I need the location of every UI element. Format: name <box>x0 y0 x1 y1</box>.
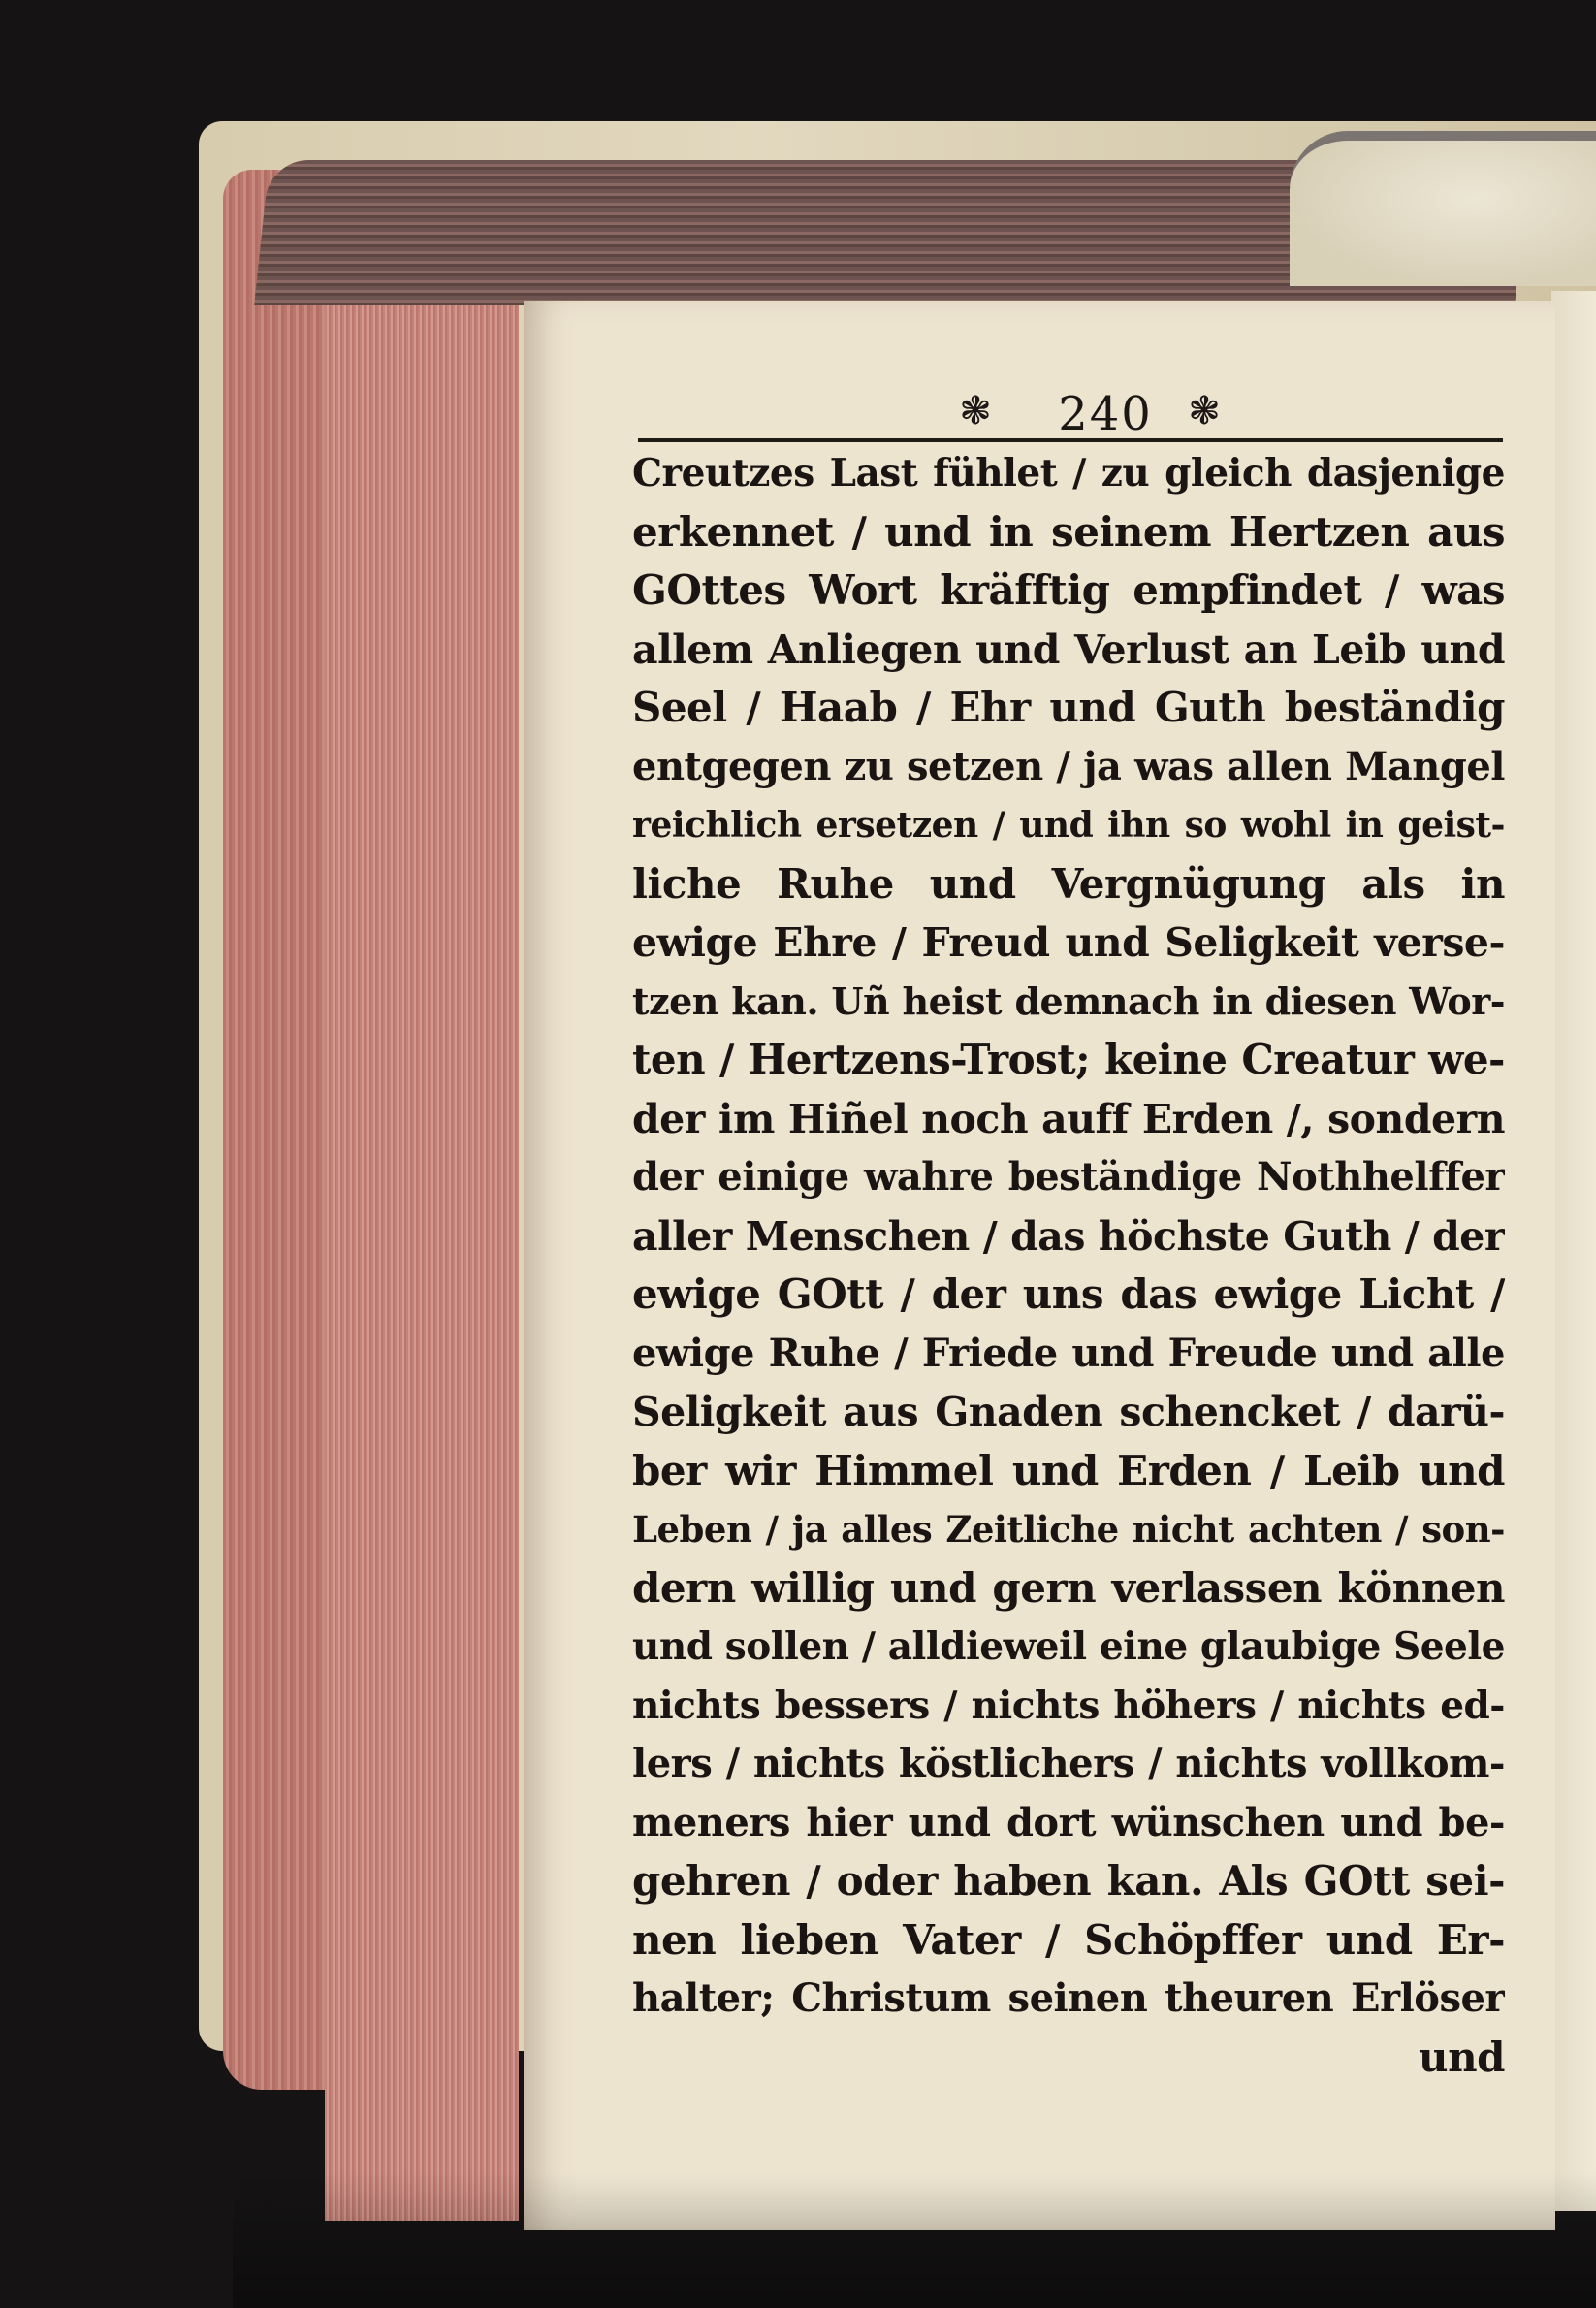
text-line: erkennet / und in seinem Hertzen aus <box>632 507 1505 556</box>
text-line: dern willig und gern verlassen können <box>632 1563 1505 1612</box>
text-line: Seligkeit aus Gnaden schencket / darü- <box>632 1389 1505 1435</box>
red-fore-edge <box>223 170 339 2090</box>
flower-ornament-icon: ❃ <box>1188 389 1221 433</box>
text-line: ewige Ehre / Freud und Seligkeit verse- <box>632 919 1505 966</box>
text-line: ewige Ruhe / Friede und Freude und alle <box>632 1330 1505 1376</box>
text-line: Leben / ja alles Zeitliche nicht achten / son- <box>632 1508 1505 1551</box>
text-line: entgegen zu setzen / ja was allen Mangel <box>632 743 1505 789</box>
page-stack-edge <box>325 223 519 2221</box>
text-line: aller Menschen / das höchste Guth / der <box>632 1212 1505 1260</box>
text-line: der einige wahre beständige Nothhelffer <box>632 1154 1505 1200</box>
text-line: ten / Hertzens-Trost; keine Creatur we- <box>632 1036 1505 1083</box>
catchword: und <box>1419 2033 1505 2081</box>
text-line: Creutzes Last fühlet / zu gleich dasjenige <box>632 451 1505 496</box>
text-line: Seel / Haab / Ehr und Guth beständig <box>632 684 1505 731</box>
bottom-shadow <box>233 2172 1596 2308</box>
text-line: nichts bessers / nichts höhers / nichts ed- <box>632 1683 1505 1728</box>
text-line: gehren / oder haben kan. Als GOtt sei- <box>632 1857 1505 1905</box>
page-number: 240 <box>1058 387 1153 441</box>
text-line: der im Hiñel noch auff Erden /, sondern <box>632 1095 1505 1142</box>
text-line: meners hier und dort wünschen und be- <box>632 1799 1505 1845</box>
text-line: reichlich ersetzen / und ihn so wohl in geist- <box>632 805 1505 846</box>
text-line: GOttes Wort kräfftig empfindet / was <box>632 566 1505 614</box>
text-line: und sollen / alldieweil eine glaubige Seele <box>632 1624 1505 1669</box>
flower-ornament-icon: ❃ <box>959 389 992 433</box>
text-line: tzen kan. Uñ heist demnach in diesen Wor- <box>632 978 1505 1023</box>
body-text <box>632 444 1505 2081</box>
text-line: ewige GOtt / der uns das ewige Licht / <box>632 1270 1505 1318</box>
text-line: ber wir Himmel und Erden / Leib und <box>632 1446 1505 1494</box>
text-line: allem Anliegen und Verlust an Leib und <box>632 625 1505 673</box>
text-line: halter; Christum seinen theuren Erlöser <box>632 1975 1505 2021</box>
text-line: nen lieben Vater / Schöpffer und Er- <box>632 1915 1505 1964</box>
text-line: lers / nichts köstlichers / nichts vollkom- <box>632 1741 1505 1786</box>
curled-page-corner <box>1290 131 1596 286</box>
text-line: liche Ruhe und Vergnügung als in <box>632 859 1505 908</box>
facing-page-strip <box>1551 291 1596 2211</box>
